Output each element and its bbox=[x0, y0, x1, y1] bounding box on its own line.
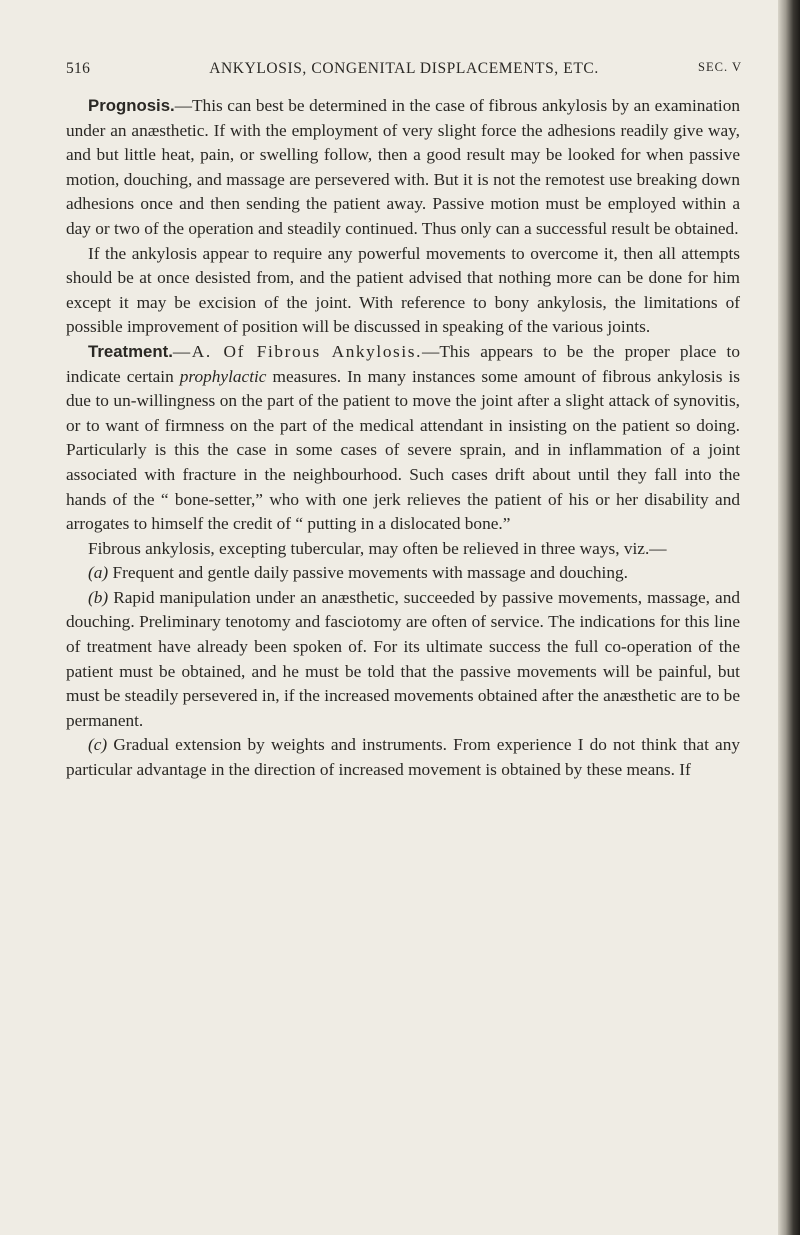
paragraph-powerful-movements: If the ankylosis appear to require any powerful movements to overcome it, then all attempts should be at once desisted from, and the patient advised that nothing more can be done for him except it may be excision of the joint. With reference to bony ankylosis, the limitations of possible improvement of position will be discussed in speaking of the various joints. bbox=[66, 243, 740, 337]
treatment-heading: Treatment. bbox=[88, 341, 173, 361]
item-a-text: Frequent and gentle daily passive movements with massage and douching. bbox=[108, 563, 628, 583]
paragraph-three-ways: Fibrous ankylosis, excepting tubercular, may often be relieved in three ways, viz.— bbox=[88, 538, 667, 558]
page-number: 516 bbox=[66, 60, 91, 77]
item-b-text: Rapid manipulation under an anæsthetic, succeeded by passive movements, massage, and douching. Preliminary tenotomy and fasciotomy are often of service. The indications for this line of treatment have already been spoken of. For its ultimate success the full co-operation of the patient must be obtained, and he must be told that the passive movements will be painful, but must be steadily persevered in, if the increased movements obtained after the anæsthetic are to be permanent. bbox=[66, 587, 740, 730]
body-text bbox=[66, 94, 740, 783]
treatment-italic: prophylactic bbox=[179, 366, 267, 386]
item-a-label: (a) bbox=[88, 563, 109, 583]
list-item-c bbox=[66, 733, 740, 782]
paragraph-treatment bbox=[66, 340, 740, 537]
running-title: ANKYLOSIS, CONGENITAL DISPLACEMENTS, ETC. bbox=[209, 60, 599, 77]
section-label: SEC. V bbox=[698, 60, 742, 74]
list-item-b bbox=[66, 586, 740, 734]
page-edge-shadow bbox=[778, 0, 800, 1235]
prognosis-text: —This can best be determined in the case of fibrous ankylosis by an examination under an anæsthetic. If with the employment of very slight force the adhesions readily give way, and but little heat, pain, or swelling follow, then a good result may be looked for when passive motion, douching, and massage are persevered with. But it is not the remotest use breaking down adhesions once and then sending the patient away. Passive motion must be employed within a day or two of the operation and steadily continued. Thus only can a successful result be obtained. bbox=[66, 96, 740, 238]
treatment-text-a: —This appears to be the proper place to indicate certain bbox=[66, 341, 740, 386]
prognosis-heading: Prognosis. bbox=[88, 96, 175, 115]
treatment-text-b: measures. In many instances some amount of fibrous ankylosis is due to un-willingness on the part of the patient to move the joint after a slight attack of synovitis, or to want of firmness on the part of the medical attendant in insisting on the patient so doing. Particularly is this the case in some cases of severe sprain, and in inflammation of a joint associated with fracture in the neighbourhood. Such cases drift about until they fall into the hands of the “ bone-setter,” who with one jerk relieves the patient of his or her disability and arrogates to himself the credit of “ putting in a dislocated bone.” bbox=[66, 366, 740, 534]
treatment-subheading: —A. Of Fibrous Ankylosis. bbox=[172, 341, 423, 361]
paragraph-prognosis bbox=[66, 94, 740, 242]
item-b-label: (b) bbox=[88, 587, 109, 607]
list-item-a bbox=[66, 561, 740, 586]
item-c-text: Gradual extension by weights and instruments. From experience I do not think that any particular advantage in the direction of increased movement is obtained by these means. If bbox=[66, 735, 740, 780]
page-header bbox=[66, 60, 742, 84]
item-c-label: (c) bbox=[88, 735, 108, 755]
